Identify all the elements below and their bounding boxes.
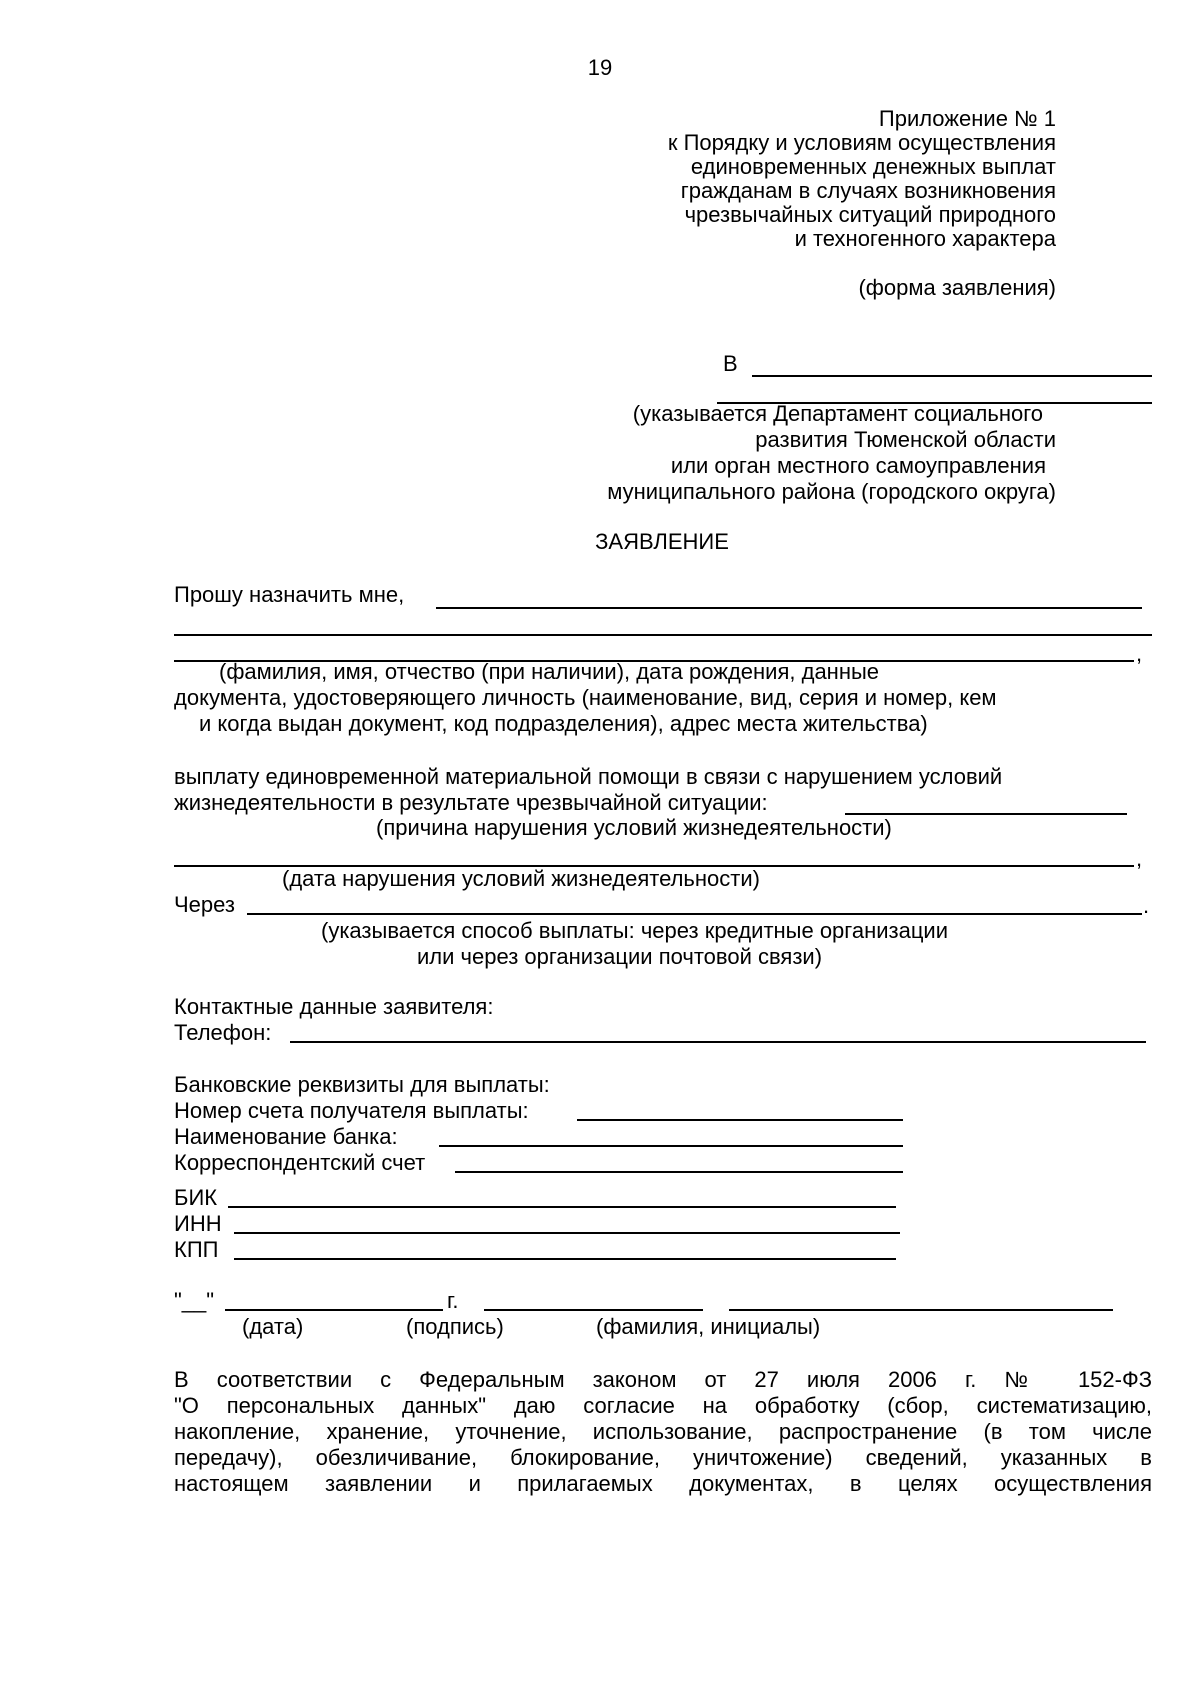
signature-name-hint: (фамилия, инициалы) xyxy=(596,1314,821,1339)
signature-date-field-line[interactable] xyxy=(225,1309,443,1311)
request-comma: , xyxy=(1136,641,1143,666)
date-comma: , xyxy=(1136,846,1143,871)
date-hint: (дата нарушения условий жизнедеятельности) xyxy=(282,866,760,891)
appendix-line: чрезвычайных ситуаций природного xyxy=(684,202,1056,227)
account-label: Номер счета получателя выплаты: xyxy=(174,1098,529,1123)
payment-text-line-2: жизнедеятельности в результате чрезвычайной ситуации: xyxy=(174,790,768,815)
signature-sign-hint: (подпись) xyxy=(406,1314,504,1339)
request-field-line-1[interactable] xyxy=(436,607,1142,609)
consent-line: "О персональных данных" даю согласие на обработку (сбор, систематизацию, xyxy=(174,1393,1152,1418)
kpp-label: КПП xyxy=(174,1237,219,1262)
via-hint-line: или через организации почтовой связи) xyxy=(417,944,823,969)
page-number: 19 xyxy=(587,55,613,80)
request-label: Прошу назначить мне, xyxy=(174,582,405,607)
appendix-line: гражданам в случаях возникновения xyxy=(680,178,1056,203)
via-period: . xyxy=(1143,893,1150,918)
request-hint-line: документа, удостоверяющего личность (наименование, вид, серия и номер, кем xyxy=(174,685,997,710)
addressee-hint-line: муниципального района (городского округа) xyxy=(607,479,1056,504)
corr-account-label: Корреспондентский счет xyxy=(174,1150,426,1175)
account-field-line[interactable] xyxy=(577,1119,903,1121)
signature-field-line[interactable] xyxy=(484,1309,703,1311)
consent-line: В соответствии с Федеральным законом от 27 июля 2006 г. № 152-ФЗ xyxy=(174,1367,1152,1392)
appendix-line: и техногенного характера xyxy=(794,226,1056,251)
consent-line: передачу), обезличивание, блокирование, уничтожение) сведений, указанных в xyxy=(174,1445,1152,1470)
appendix-line: Приложение № 1 xyxy=(878,106,1056,131)
bank-name-field-line[interactable] xyxy=(439,1145,903,1147)
addressee-hint-line: или орган местного самоуправления xyxy=(670,453,1046,478)
request-hint-line: (фамилия, имя, отчество (при наличии), дата рождения, данные xyxy=(219,659,880,684)
phone-label: Телефон: xyxy=(174,1020,272,1045)
inn-label: ИНН xyxy=(174,1211,222,1236)
request-field-line-2[interactable] xyxy=(174,634,1152,636)
signature-date-hint: (дата) xyxy=(242,1314,304,1339)
reason-hint: (причина нарушения условий жизнедеятельности) xyxy=(376,815,892,840)
kpp-field-line[interactable] xyxy=(234,1258,896,1260)
addressee-prefix: В xyxy=(723,351,738,376)
date-day-prefix: "__" xyxy=(174,1288,215,1313)
addressee-hint-line: (указывается Департамент социального xyxy=(632,401,1043,426)
appendix-line: к Порядку и условиям осуществления xyxy=(667,130,1056,155)
bik-label: БИК xyxy=(174,1185,218,1210)
form-type-label: (форма заявления) xyxy=(858,275,1056,300)
phone-field-line[interactable] xyxy=(290,1041,1146,1043)
addressee-field-line-1[interactable] xyxy=(752,375,1152,377)
corr-account-field-line[interactable] xyxy=(455,1171,903,1173)
via-label: Через xyxy=(174,892,235,917)
appendix-line: единовременных денежных выплат xyxy=(690,154,1056,179)
bank-heading: Банковские реквизиты для выплаты: xyxy=(174,1072,550,1097)
bank-name-label: Наименование банка: xyxy=(174,1124,398,1149)
consent-line: настоящем заявлении и прилагаемых документах, в целях осуществления xyxy=(174,1471,1152,1496)
document-title: ЗАЯВЛЕНИЕ xyxy=(595,529,729,554)
via-hint-line: (указывается способ выплаты: через кредитные организации xyxy=(321,918,949,943)
year-suffix: г. xyxy=(447,1288,459,1313)
addressee-hint-line: развития Тюменской области xyxy=(755,427,1056,452)
via-field-line[interactable] xyxy=(247,913,1142,915)
payment-text-line-1: выплату единовременной материальной помощи в связи с нарушением условий xyxy=(174,764,1003,789)
contacts-heading: Контактные данные заявителя: xyxy=(174,994,494,1019)
bik-field-line[interactable] xyxy=(228,1206,896,1208)
consent-line: накопление, хранение, уточнение, использование, распространение (в том числе xyxy=(174,1419,1152,1444)
request-hint-line: и когда выдан документ, код подразделения), адрес места жительства) xyxy=(199,711,928,736)
signature-name-field-line[interactable] xyxy=(729,1309,1113,1311)
inn-field-line[interactable] xyxy=(234,1232,900,1234)
